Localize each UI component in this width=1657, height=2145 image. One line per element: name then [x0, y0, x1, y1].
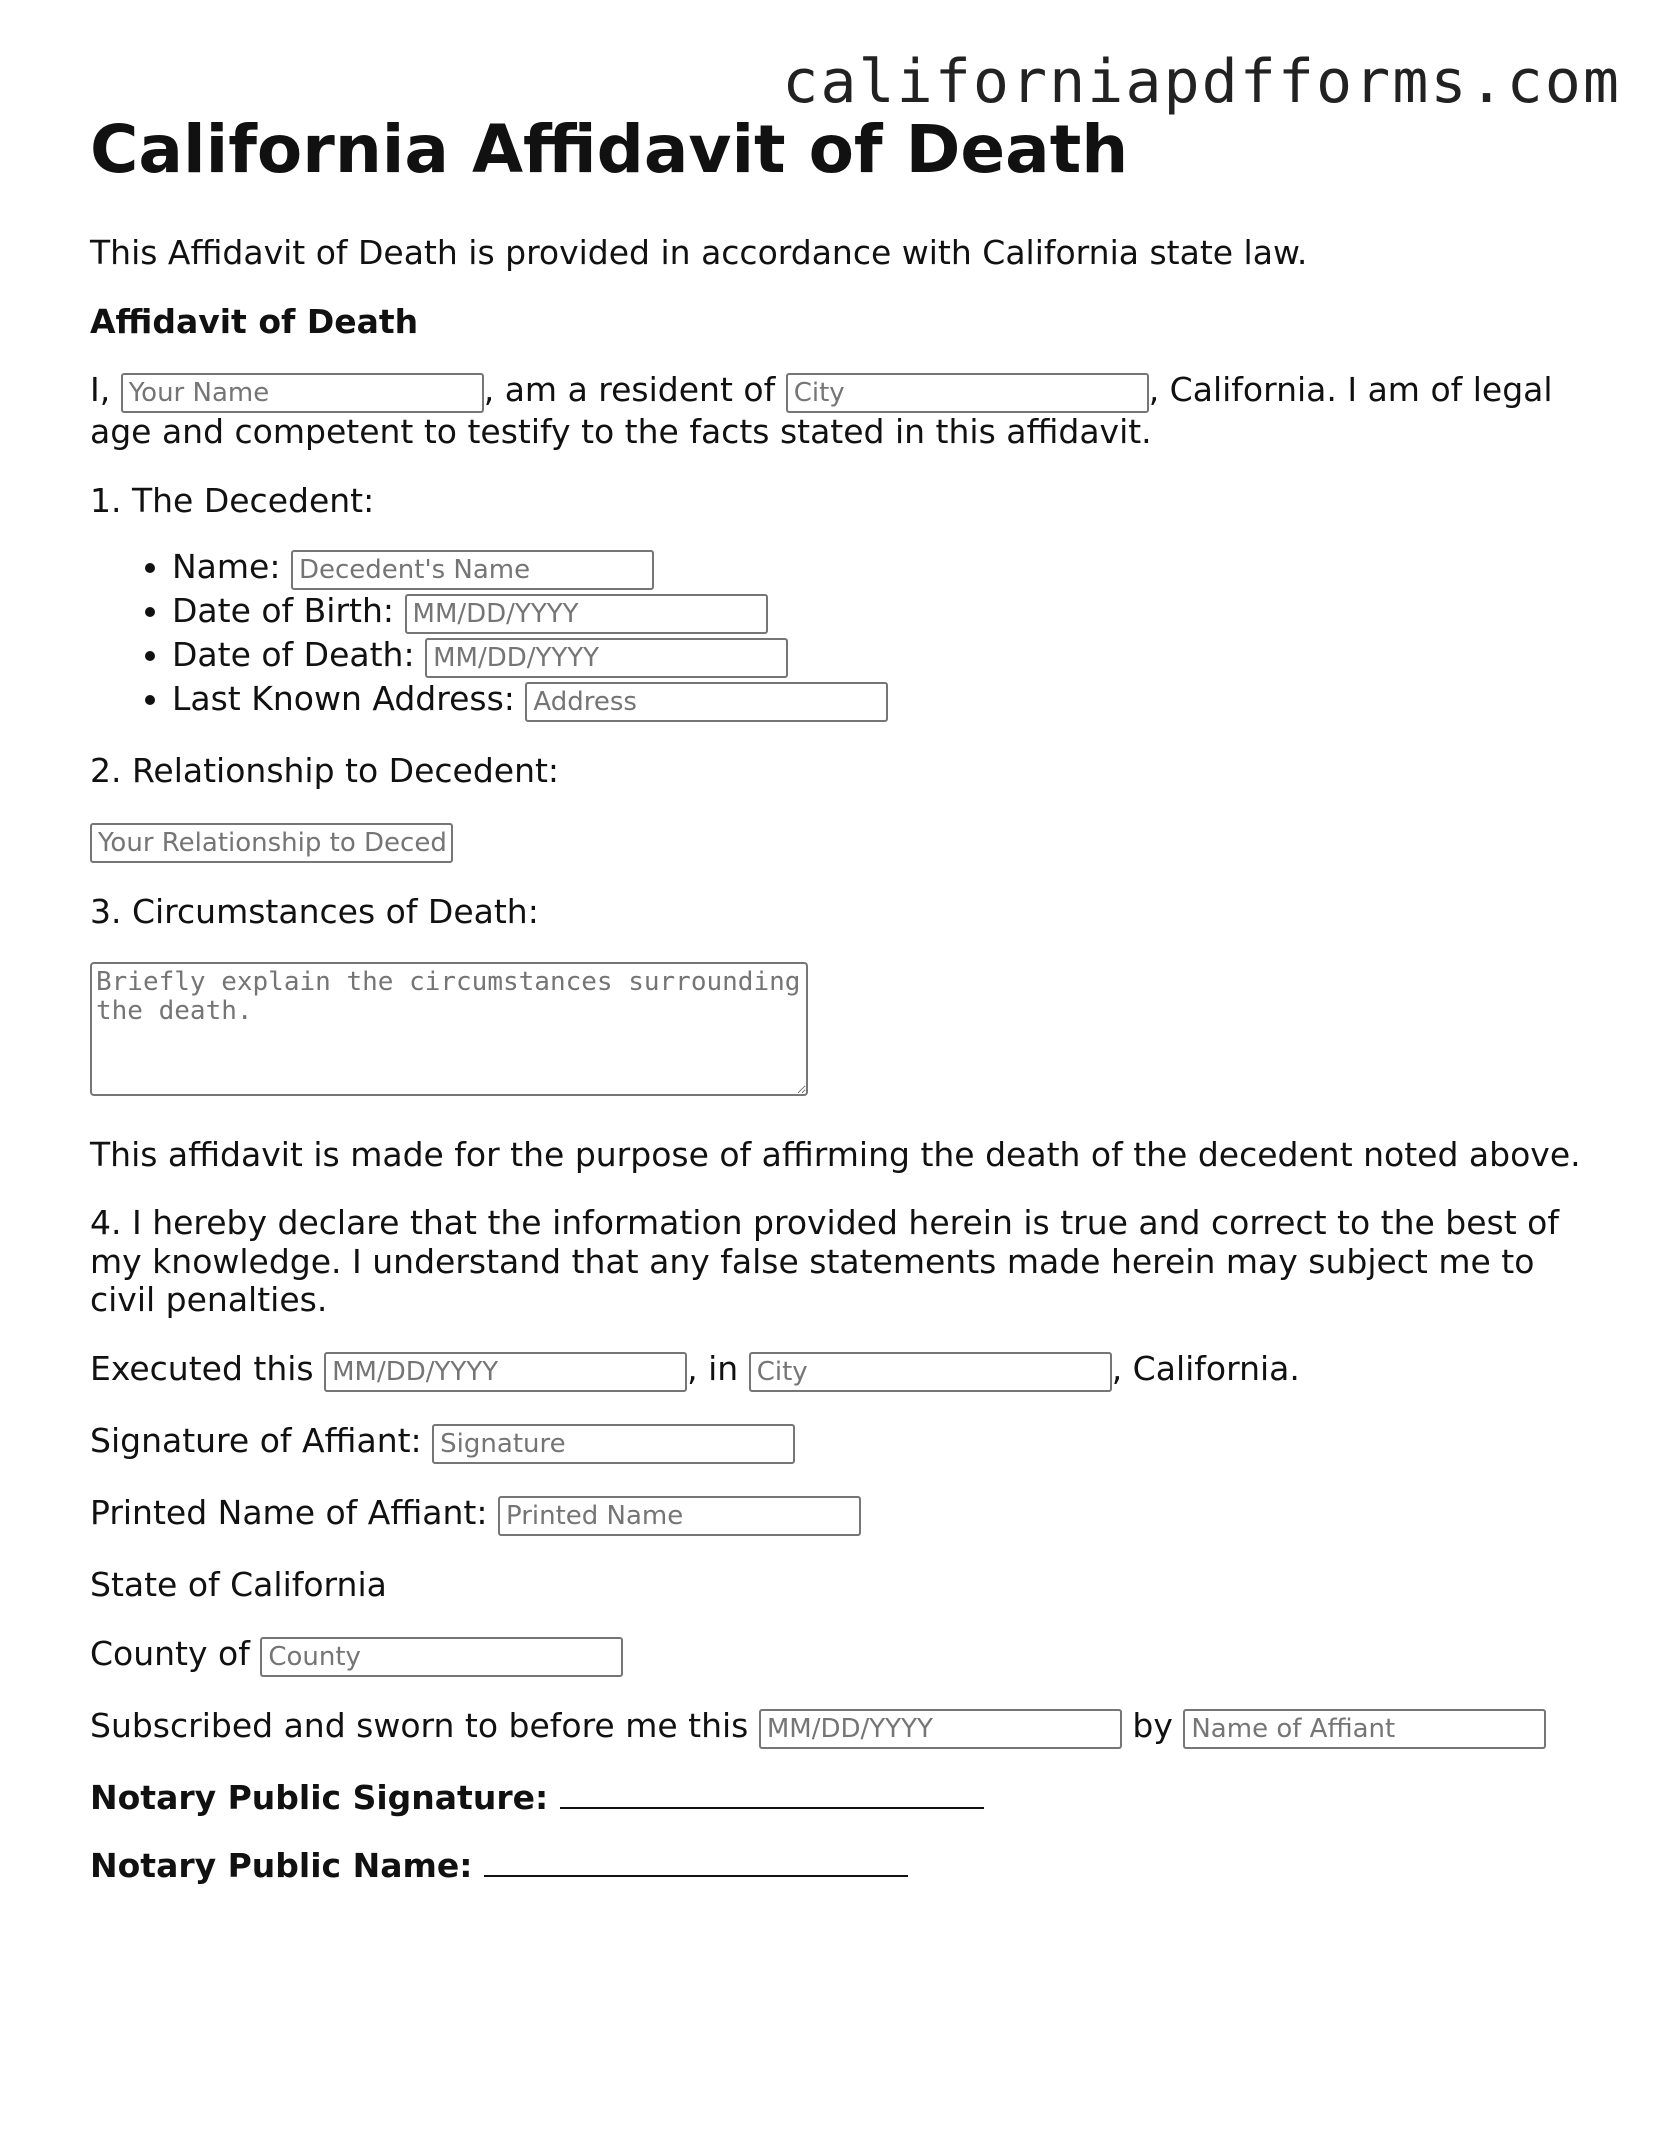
notary-name-line	[484, 1847, 908, 1877]
notary-signature-row	[90, 1779, 1590, 1818]
signature-row	[90, 1422, 1590, 1464]
declaration-prefix: I,	[90, 370, 111, 410]
declaration-paragraph	[90, 371, 1590, 452]
printed-name-input[interactable]	[498, 1496, 861, 1536]
notary-signature-line	[560, 1779, 984, 1809]
list-item	[172, 634, 1590, 678]
executed-prefix: Executed this	[90, 1348, 314, 1388]
circumstances-heading: 3. Circumstances of Death:	[90, 891, 539, 931]
date-of-birth-label: Date of Birth:	[172, 591, 395, 631]
resident-city-input[interactable]	[786, 373, 1149, 413]
printed-name-row	[90, 1494, 1590, 1536]
county-label: County of	[90, 1633, 250, 1673]
date-of-death-input[interactable]	[425, 638, 788, 678]
signature-input[interactable]	[432, 1424, 795, 1464]
executed-date-input[interactable]	[324, 1352, 687, 1392]
relationship-heading: 2. Relationship to Decedent:	[90, 751, 560, 791]
executed-row	[90, 1350, 1590, 1392]
declaration-middle: , am a resident of	[483, 370, 776, 410]
list-item	[172, 590, 1590, 634]
date-of-death-label: Date of Death:	[172, 635, 415, 675]
signature-label: Signature of Affiant:	[90, 1420, 422, 1460]
site-watermark: californiapdfforms.com	[782, 47, 1621, 117]
decedent-name-input[interactable]	[291, 550, 654, 590]
your-name-input[interactable]	[121, 373, 484, 413]
statement-text: 4. I hereby declare that the information provided herein is true and correct to the best of my knowledge. I understand that any false statements made herein may subject me to civil penalties.	[90, 1203, 1559, 1320]
declaration-suffix: , California. I am of legal age and competent to testify to the facts stated in this affidavit.	[90, 370, 1553, 452]
executed-suffix: , California.	[1111, 1348, 1300, 1388]
decedent-heading: 1. The Decedent:	[90, 480, 375, 520]
intro-text: This Affidavit of Death is provided in accordance with California state law.	[90, 232, 1308, 272]
notary-signature-label: Notary Public Signature:	[90, 1777, 549, 1817]
relationship-row	[90, 821, 1590, 863]
executed-middle: , in	[687, 1348, 739, 1388]
sworn-row	[90, 1707, 1590, 1749]
state-text: State of California	[90, 1564, 387, 1604]
decedent-list	[90, 546, 1590, 722]
notary-name-row	[90, 1847, 1590, 1886]
relationship-input[interactable]	[90, 823, 453, 863]
list-item	[172, 678, 1590, 722]
section-heading: Affidavit of Death	[90, 301, 419, 341]
affiant-name-input[interactable]	[1183, 1709, 1546, 1749]
purpose-text: This affidavit is made for the purpose of affirming the death of the decedent noted above.	[90, 1134, 1581, 1174]
date-of-birth-input[interactable]	[405, 594, 768, 634]
county-row	[90, 1635, 1590, 1677]
sworn-middle: by	[1132, 1705, 1173, 1745]
circumstances-textarea[interactable]	[90, 962, 808, 1096]
last-address-input[interactable]	[525, 682, 888, 722]
printed-name-label: Printed Name of Affiant:	[90, 1492, 488, 1532]
affidavit-form	[90, 112, 1590, 1916]
sworn-prefix: Subscribed and sworn to before me this	[90, 1705, 749, 1745]
last-address-label: Last Known Address:	[172, 679, 515, 719]
sworn-date-input[interactable]	[759, 1709, 1122, 1749]
list-item	[172, 546, 1590, 590]
county-input[interactable]	[260, 1637, 623, 1677]
decedent-name-label: Name:	[172, 547, 281, 587]
executed-city-input[interactable]	[749, 1352, 1112, 1392]
notary-name-label: Notary Public Name:	[90, 1846, 473, 1886]
page-title: California Affidavit of Death	[90, 111, 1129, 188]
